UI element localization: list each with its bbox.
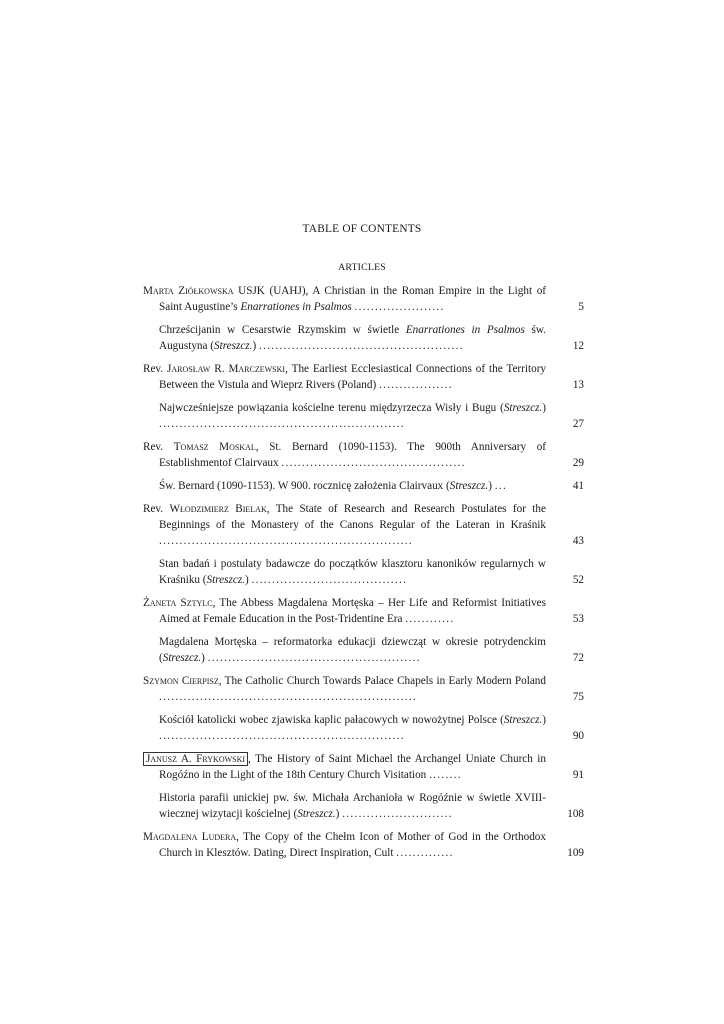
section-title: ARTICLES bbox=[338, 262, 386, 273]
dot-leader: ............................................................... bbox=[159, 691, 418, 703]
page-number: 12 bbox=[572, 340, 584, 352]
toc-entry-text bbox=[143, 673, 546, 705]
page-title: TABLE OF CONTENTS bbox=[302, 223, 422, 235]
author-prefix: Rev. bbox=[143, 363, 168, 375]
summary-title: Św. Bernard (1090-1153). W 900. rocznicę założenia Clairvaux ( bbox=[159, 480, 450, 492]
dot-leader: ............................................................ bbox=[159, 418, 405, 430]
toc-entry-article[interactable] bbox=[143, 829, 584, 861]
summary-title-tail: św. Augustyna ( bbox=[159, 324, 546, 352]
page-number: 91 bbox=[572, 769, 584, 781]
toc-entry-article[interactable] bbox=[143, 501, 584, 549]
toc-entry-summary[interactable] bbox=[143, 322, 584, 354]
toc-entry-text bbox=[143, 501, 546, 549]
author-name: Marta Ziółkowska bbox=[143, 285, 234, 297]
dot-leader: .................................................. bbox=[258, 340, 464, 352]
page-number: 27 bbox=[572, 418, 584, 430]
dot-leader: .............................................................. bbox=[159, 535, 414, 547]
toc-entry-text bbox=[143, 283, 546, 315]
toc-entry-text bbox=[143, 751, 546, 783]
toc-entry-summary[interactable] bbox=[143, 634, 584, 666]
table-of-contents bbox=[143, 283, 584, 861]
page-number: 108 bbox=[567, 808, 584, 820]
toc-entry-article[interactable] bbox=[143, 439, 584, 471]
summary-title-italic: Streszcz. bbox=[206, 574, 245, 586]
dot-leader: ...................... bbox=[354, 301, 445, 313]
summary-title: Chrześcijanin w Cesarstwie Rzymskim w świetle bbox=[159, 324, 406, 336]
summary-title: Najwcześniejsze powiązania kościelne terenu międzyrzecza Wisły i Bugu ( bbox=[159, 402, 504, 414]
dot-leader: ... bbox=[494, 480, 508, 492]
author-name: Jarosław R. Marczewski bbox=[167, 363, 286, 375]
page-number: 5 bbox=[578, 301, 584, 313]
article-title: USJK (UAHJ), A Christian in the Roman Empire in the Light of Saint Augustine’s bbox=[159, 285, 547, 313]
toc-entry-article[interactable] bbox=[143, 361, 584, 393]
summary-title-tail: ) bbox=[335, 808, 343, 820]
author-name: Szymon Cierpisz bbox=[143, 675, 219, 687]
dot-leader: ............................................. bbox=[281, 457, 466, 469]
article-title: , The Earliest Ecclesiastical Connections of the Territory Between the Vistula and Wieprz Rivers (Poland) bbox=[159, 363, 547, 391]
summary-title-tail: ) bbox=[488, 480, 495, 492]
toc-entry-article[interactable] bbox=[143, 283, 584, 315]
page-number: 13 bbox=[572, 379, 584, 391]
summary-title-italic: Streszcz. bbox=[503, 714, 543, 726]
article-title: , The Abbess Magdalena Mortęska – Her Life and Reformist Initiatives Aimed at Female Education in the Post-Tridentine Era bbox=[159, 597, 547, 625]
page-number: 72 bbox=[572, 652, 584, 664]
article-title: , The State of Research and Research Postulates for the Beginnings of the Monastery of the Canons Regular of the Lateran in Kraśnik bbox=[159, 503, 546, 531]
page-number: 75 bbox=[572, 691, 584, 703]
summary-title-tail: ) bbox=[252, 340, 259, 352]
page-number: 52 bbox=[572, 574, 584, 586]
summary-title-italic: Streszcz. bbox=[214, 340, 253, 352]
dot-leader: ............ bbox=[405, 613, 455, 625]
dot-leader: .............. bbox=[396, 847, 454, 859]
toc-entry-article[interactable] bbox=[143, 595, 584, 627]
summary-title-italic: Streszcz. bbox=[503, 402, 543, 414]
author-name: Żaneta Sztylc bbox=[143, 597, 213, 609]
article-title: , The History of Saint Michael the Archangel Uniate Church in Rogóźno in the Light of the 18th Century Church Visitation bbox=[159, 753, 547, 781]
toc-entry-text bbox=[143, 634, 546, 666]
article-title-italic: Enarrationes in Psalmos bbox=[240, 301, 352, 313]
author-name: Janusz A. Frykowski bbox=[143, 752, 248, 766]
toc-entry-summary[interactable] bbox=[143, 400, 584, 432]
page-number: 53 bbox=[572, 613, 584, 625]
summary-title: Kościół katolicki wobec zjawiska kaplic pałacowych w nowożytnej Polsce ( bbox=[159, 714, 504, 726]
toc-entry-text bbox=[143, 400, 546, 432]
toc-entry-text bbox=[143, 556, 546, 588]
toc-entry-text bbox=[143, 595, 546, 627]
toc-entry-summary[interactable] bbox=[143, 478, 584, 494]
author-prefix: Rev. bbox=[143, 441, 174, 453]
dot-leader: ........................... bbox=[342, 808, 453, 820]
toc-entry-text bbox=[143, 712, 546, 744]
summary-title-tail: ) bbox=[201, 652, 208, 664]
page-number: 43 bbox=[572, 535, 584, 547]
summary-title-tail: ) bbox=[542, 402, 546, 414]
dot-leader: ...................................... bbox=[251, 574, 408, 586]
toc-entry-text bbox=[143, 790, 546, 822]
dot-leader: ............................................................ bbox=[159, 730, 405, 742]
toc-entry-text bbox=[143, 478, 546, 494]
article-title: , St. Bernard (1090-1153). The 900th Anniversary of Establishmentof Clairvaux bbox=[159, 441, 547, 469]
summary-title-italic: Enarrationes in Psalmos bbox=[405, 324, 525, 336]
toc-entry-text bbox=[143, 439, 546, 471]
dot-leader: ........ bbox=[429, 769, 462, 781]
page-number: 41 bbox=[572, 480, 584, 492]
toc-entry-summary[interactable] bbox=[143, 712, 584, 744]
toc-entry-article[interactable] bbox=[143, 673, 584, 705]
summary-title: Stan badań i postulaty badawcze do początków klasztoru kanoników regularnych w Kraśniku ( bbox=[159, 558, 546, 586]
author-name: Tomasz Moskal bbox=[173, 441, 256, 453]
page-number: 90 bbox=[572, 730, 584, 742]
toc-entry-article[interactable] bbox=[143, 751, 584, 783]
article-title: , The Catholic Church Towards Palace Chapels in Early Modern Poland bbox=[218, 675, 546, 687]
page-number: 29 bbox=[572, 457, 584, 469]
summary-title: Magdalena Mortęska – reformatorka edukacji dziewcząt w okresie potrydenckim ( bbox=[159, 636, 546, 664]
toc-entry-text bbox=[143, 322, 546, 354]
dot-leader: .................................................... bbox=[207, 652, 421, 664]
summary-title-italic: Streszcz. bbox=[162, 652, 202, 664]
author-name: Magdalena Ludera bbox=[143, 831, 237, 843]
article-title: , The Copy of the Chełm Icon of Mother of God in the Orthodox Church in Klesztów. Dating, Direct Inspiration, Cult bbox=[159, 831, 546, 859]
toc-entry-text bbox=[143, 361, 546, 393]
summary-title: Historia parafii unickiej pw. św. Michała Archanioła w Rogóźnie w świetle XVIII-wiecznej wizytacji kościelnej ( bbox=[159, 792, 546, 820]
author-name: Włodzimierz Bielak bbox=[169, 503, 267, 515]
page-number: 109 bbox=[567, 847, 584, 859]
toc-entry-summary[interactable] bbox=[143, 790, 584, 822]
summary-title-tail: ) bbox=[244, 574, 252, 586]
toc-entry-text bbox=[143, 829, 546, 861]
dot-leader: .................. bbox=[379, 379, 453, 391]
summary-title-italic: Streszcz. bbox=[297, 808, 336, 820]
author-prefix: Rev. bbox=[143, 503, 170, 515]
toc-entry-summary[interactable] bbox=[143, 556, 584, 588]
summary-title-tail: ) bbox=[542, 714, 546, 726]
summary-title-italic: Streszcz. bbox=[449, 480, 489, 492]
